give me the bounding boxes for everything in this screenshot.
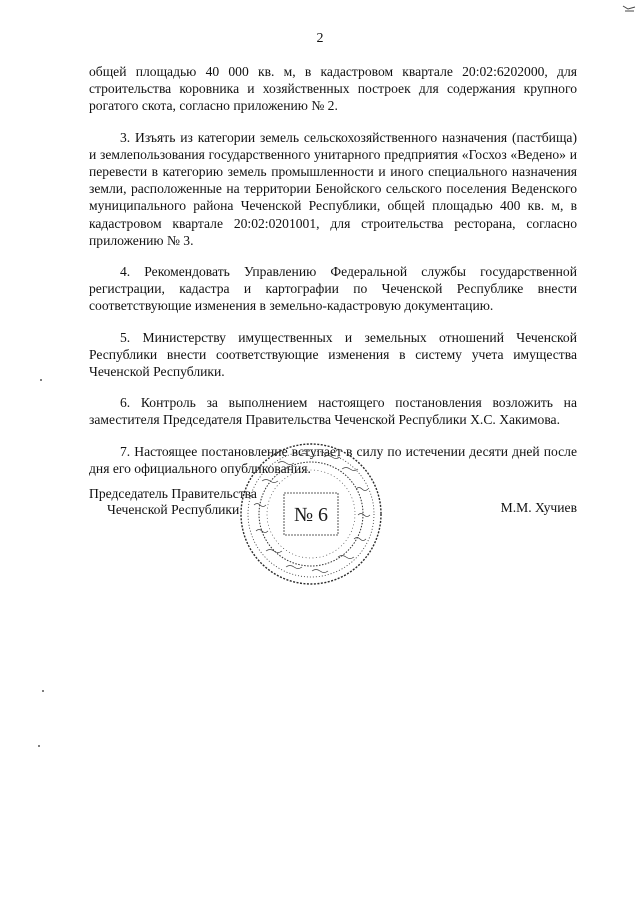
- paragraph-item-4: 4. Рекомендовать Управлению Федеральной службы государственной регистрации, кадастра и картографии по Чеченской Республике внести соответствующие изменения в земельно-кадастровую документацию.: [89, 264, 577, 314]
- paragraph-item-5: 5. Министерству имущественных и земельных отношений Чеченской Республики внести соответствующие изменения в систему учета имущества Чеченской Республики.: [89, 329, 577, 380]
- scan-speck: [40, 379, 42, 381]
- paragraph-item-7: 7. Настоящее постановление вступает в силу по истечении десяти дней после дня его официального опубликования.: [89, 443, 577, 476]
- scan-corner-mark: [622, 0, 636, 8]
- stamp-number: № 6: [293, 504, 329, 526]
- paragraph-item-3: 3. Изъять из категории земель сельскохозяйственного назначения (пастбища) и землепользования государственного унитарного предприятия «Госхоз «Ведено» и перевести в категорию земель промышленности и иного специального назначения земли, расположенные на территории Бенойского сельского поселения Веденского муниципального района Чеченской Республики, общей площадью 400 кв. м, в кадастровом квартале 20:02:0201001, для строительства ресторана, согласно приложению № 3.: [89, 129, 577, 248]
- signature-block: [89, 486, 577, 526]
- signatory-title-line-1: Председатель Правительства: [89, 486, 257, 501]
- signatory-name: М.М. Хучиев: [500, 500, 577, 515]
- signatory-title-line-2: Чеченской Республики: [107, 502, 240, 517]
- scan-speck: [38, 745, 40, 747]
- scan-speck: [42, 690, 44, 692]
- paragraph-item-6: 6. Контроль за выполнением настоящего постановления возложить на заместителя Председателя Правительства Чеченской Республики Х.С. Хакимова.: [89, 395, 577, 428]
- document-body: [89, 63, 577, 491]
- paragraph-continuation: общей площадью 40 000 кв. м, в кадастровом квартале 20:02:6202000, для строительства коровника и хозяйственных построек для содержания крупного рогатого скота, согласно приложению № 2.: [89, 64, 577, 114]
- page-number: 2: [316, 31, 324, 46]
